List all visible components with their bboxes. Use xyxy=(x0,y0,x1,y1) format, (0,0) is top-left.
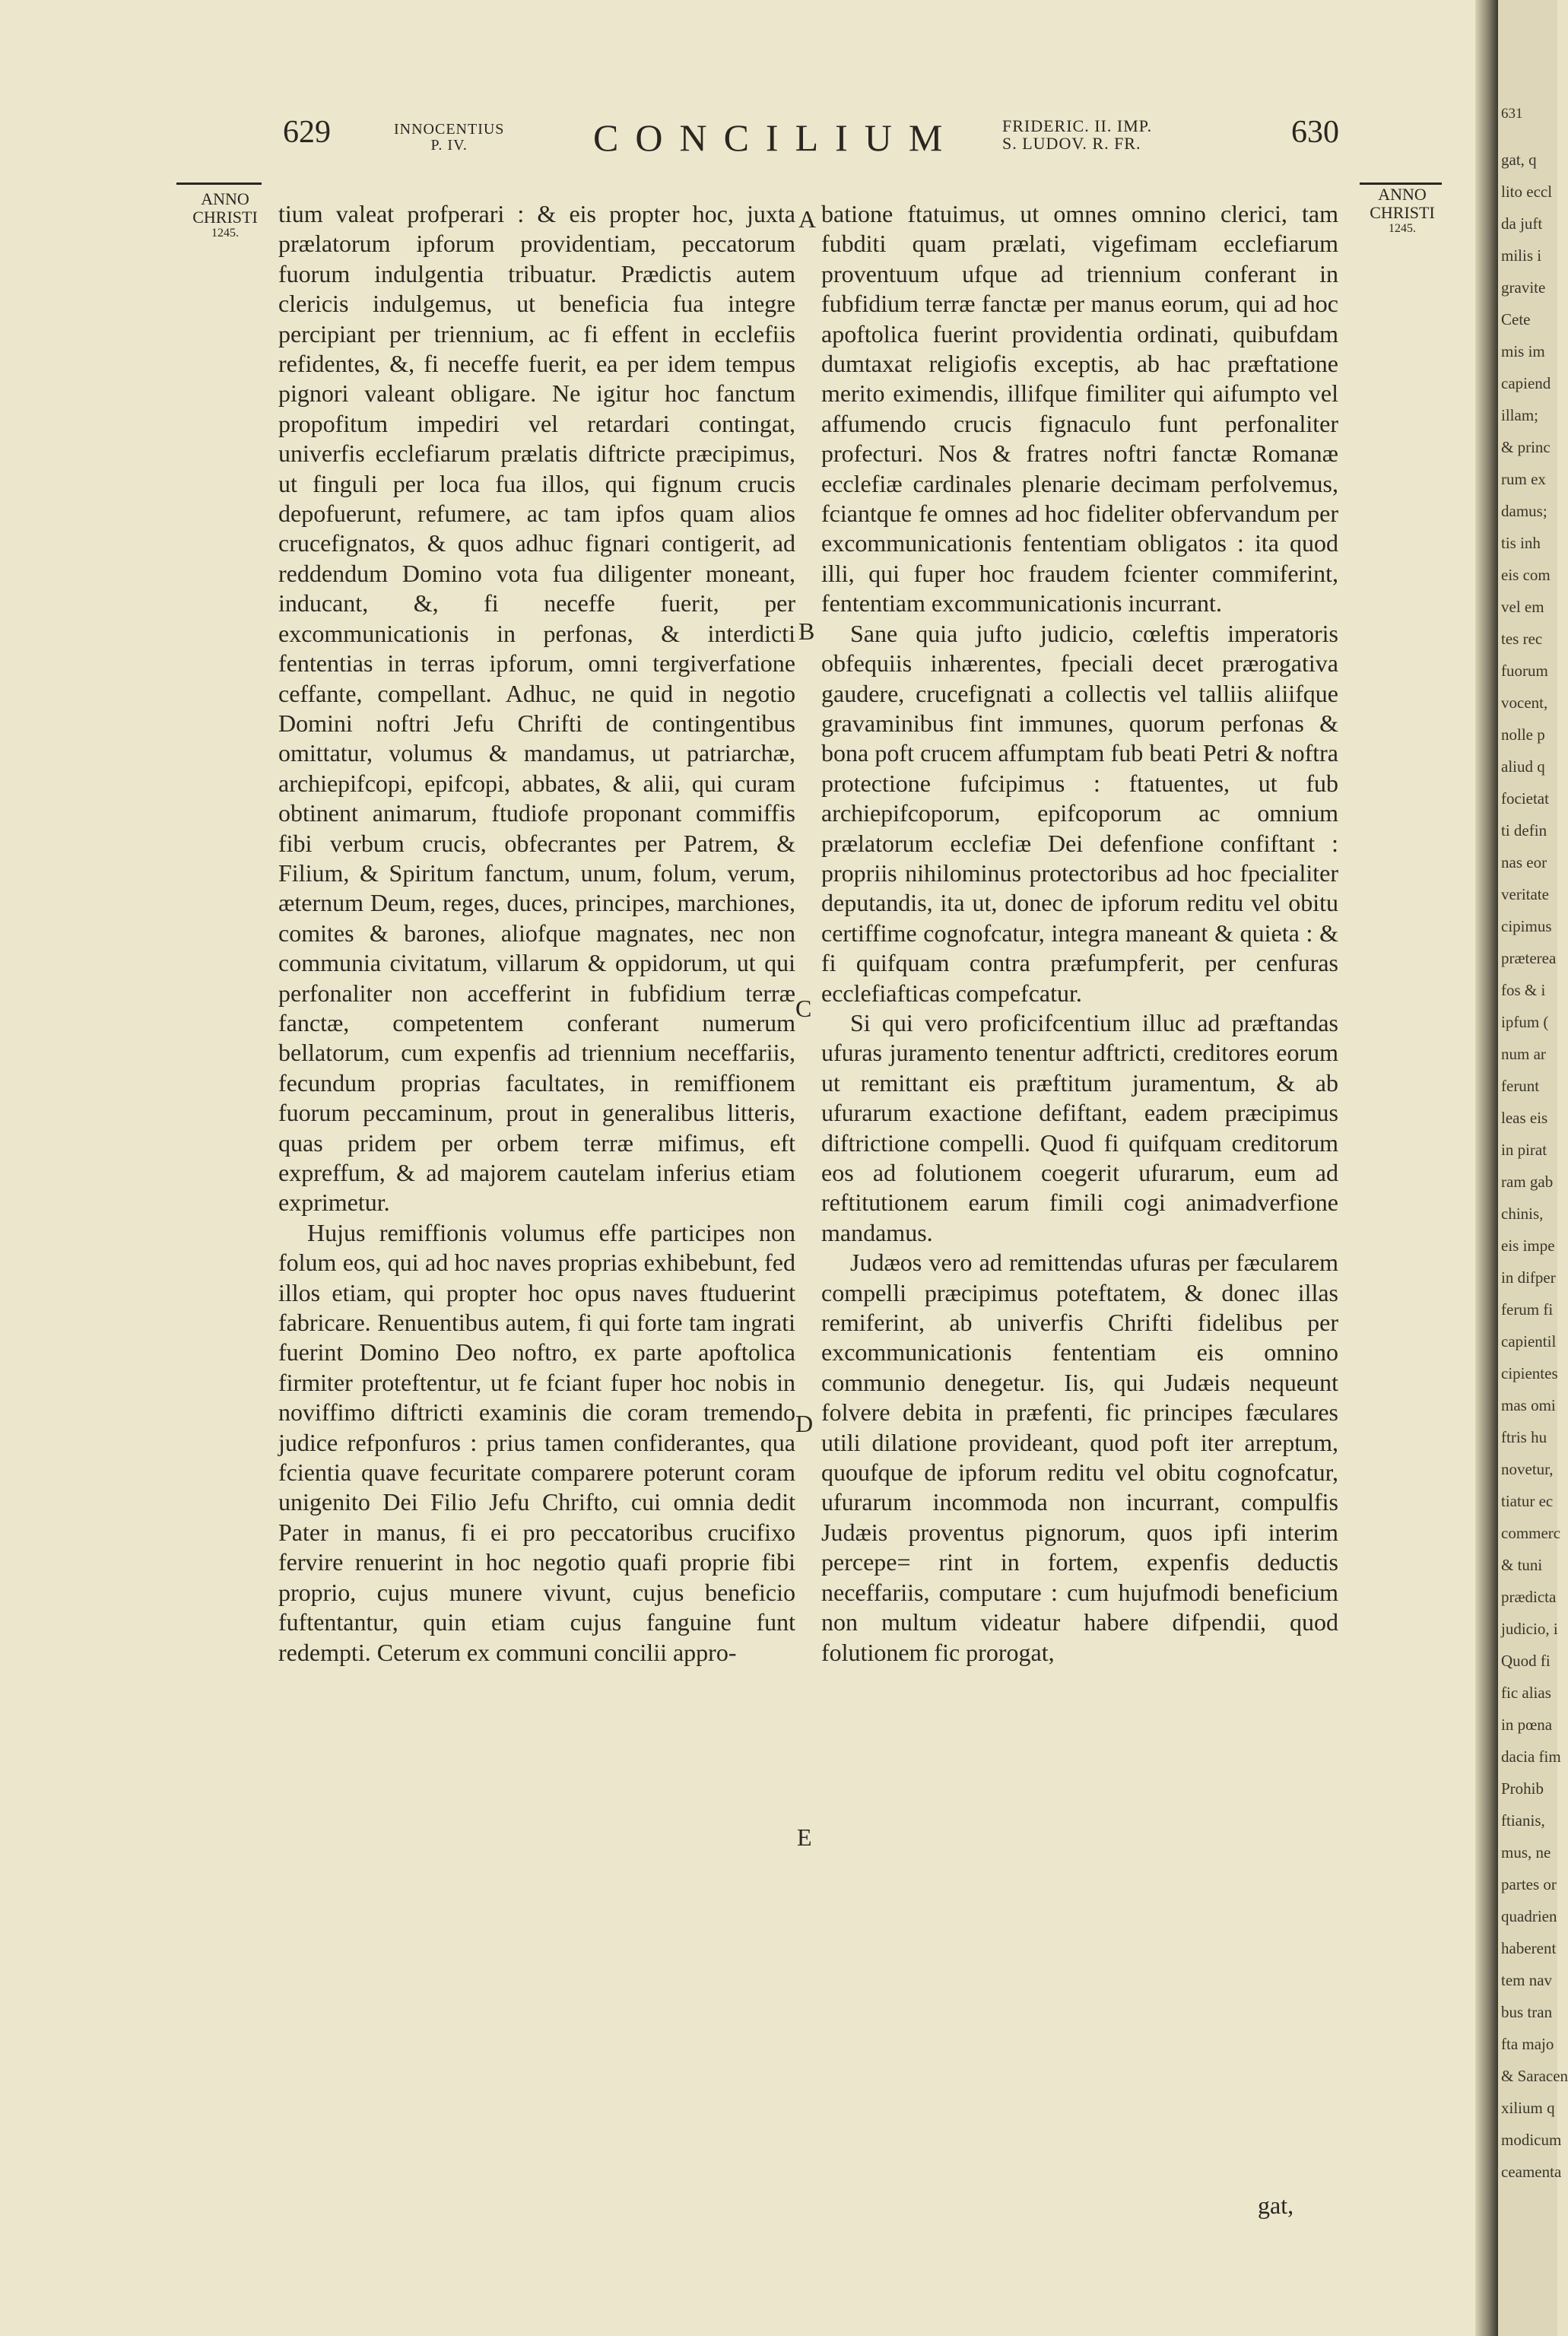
next-page-fragment: damus; xyxy=(1501,502,1547,520)
running-head-left xyxy=(394,122,504,154)
next-page-fragment: xilium q xyxy=(1501,2099,1555,2117)
next-page-fragment: tes rec xyxy=(1501,630,1543,648)
next-page-fragment: gravite xyxy=(1501,278,1546,297)
year-note-left-year: 1245. xyxy=(211,227,239,240)
next-page-fragment: ceamenta xyxy=(1501,2163,1562,2181)
next-page-fragment: ferunt xyxy=(1501,1077,1540,1095)
next-page-fragment: prædicta xyxy=(1501,1588,1557,1606)
right-paragraph-1: batione ftatuimus, ut omnes omnino clerici, tam fubditi quam prælati, vigefimam ecclefiarum proventuum ufque ad triennium conferant in fubfidium terræ fanctæ per manus eorum, qui ad hoc apoftolica fuerint providentia ordinati, quibufdam dumtaxat religiofis exceptis, ab hac præftatione merito eximendis, illifque fimiliter qui aifumpto vel affumendo crucis fignaculo funt perfonaliter profecturi. Nos & fratres noftri fanctæ Romanæ ecclefiæ cardinales plenarie decimam perfolvemus, fciantque fe omnes ad hoc fideliter obfervandum per excommunicationis fententiam obligatos : ita quod illi, qui fuper hoc fraudem fcienter commiferint, fententiam excommunicationis incurrant. xyxy=(821,200,1338,617)
left-paragraph-1: tium valeat profperari : & eis propter hoc, juxta prælatorum ipforum providentiam, peccatorum fuorum indulgentia tribuatur. Prædictis autem clericis indulgemus, ut beneficia fua integre percipiant per triennium, ac fi effent in ecclefiis refidentes, &, fi neceffe fuerit, ea per idem tempus pignori valeant obligare. Ne igitur hoc fanctum propofitum impediri vel retardari contingat, univerfis ecclefiarum prælatis diftricte præcipimus, ut finguli per loca fua illos, qui fignum crucis depofuerunt, refumere, ac tam ipfos quam alios crucefignatos, & quos adhuc fignari contigerit, ad reddendum Domino vota fua diligenter moneant, inducant, &, fi neceffe fuerit, per excommunicationis in perfonas, & interdicti fententias in terras ipforum, omni tergiverfatione ceffante, compellant. Adhuc, ne quid in negotio Domini noftri Jefu Chrifti de contingentibus omittatur, volumus & mandamus, ut patriarchæ, archiepifcopi, epifcopi, abbates, & alii, qui curam obtinent animarum, ftudiofe proponant commiffis fibi verbum crucis, obfecrantes per Patrem, & Filium, & Spiritum fanctum, unum, folum, verum, æternum Deum, reges, duces, principes, marchiones, comites & barones, aliofque magnates, nec non communia civitatum, villarum & oppidorum, ut qui perfonaliter non accefferint in fubfidium terræ fanctæ, competentem conferant numerum bellatorum, cum expenfis ad triennium neceffariis, fecundum proprias facultates, in remiffionem fuorum peccaminum, prout in generalibus litteris, quas pridem per orbem terræ mifimus, eft expreffum, & ad majorem cautelam inferius etiam exprimetur. xyxy=(278,200,795,1217)
next-page-fragment: rum ex xyxy=(1501,470,1546,488)
next-page-fragment: cipientes xyxy=(1501,1364,1558,1382)
left-column xyxy=(278,199,795,1668)
next-page-fragment: fos & i xyxy=(1501,981,1546,999)
next-page-edge xyxy=(1498,0,1568,2336)
page-number-left: 629 xyxy=(283,115,331,150)
next-page-fragment: fta majo xyxy=(1501,2035,1554,2053)
next-page-fragment: vel em xyxy=(1501,598,1544,616)
left-paragraph-2: Hujus remiffionis volumus effe participes non folum eos, qui ad hoc naves proprias exhibebunt, fed illos etiam, qui propter hoc opus naves ftuduerint fabricare. Renuentibus autem, fi qui forte tam ingrati fuerint Domino Deo noftro, ex parte apoftolica firmiter proteftentur, ut fe fciant fuper hoc nobis in noviffimo diftricti examinis die coram tremendo judice refponfuros : prius tamen confiderantes, qua fcientia quave fecuritate comparere poterunt coram unigenito Dei Filio Jefu Chrifto, cui omnia dedit Pater in manus, fi ei pro peccatoribus crucifixo fervire renuerint in hoc negotio quafi proprie fibi proprio, cujus munere vivunt, cujus beneficio fuftentantur, quin etiam cujus fanguine funt redempti. Ceterum ex communi concilii appro- xyxy=(278,1218,795,1666)
next-page-fragment: capiend xyxy=(1501,374,1551,392)
next-page-fragment: leas eis xyxy=(1501,1109,1548,1127)
next-page-fragment: nolle p xyxy=(1501,725,1545,744)
next-page-fragment: novetur, xyxy=(1501,1460,1554,1478)
right-paragraph-2: Sane quia jufto judicio, cœleftis imperatoris obfequiis inhærentes, fpeciali decet prærogativa gaudere, crucefignati a collectis vel talliis aliifque gravaminibus fint immunes, quorum perfonas & bona poft crucem affumptam fub beati Petri & noftra protectione fufcipimus : ftatuentes, ut fub archiepifcoporum, epifcoporum ac omnium prælatorum ecclefiæ Dei defenfione confiftant : propriis nihilominus protectoribus ad hoc fpecialiter deputandis, ita ut, donec de ipforum reditu vel obitu certiffime cognofcatur, integra maneant & quieta : & fi quifquam contra præfumpferit, per cenfuras ecclefiafticas compefcatur. xyxy=(821,619,1338,1007)
next-page-fragment: in pœna xyxy=(1501,1716,1553,1734)
next-page-fragment: lito eccl xyxy=(1501,182,1553,201)
next-page-fragment: partes or xyxy=(1501,1875,1557,1893)
book-gutter xyxy=(1475,0,1498,2336)
next-page-fragment: bus tran xyxy=(1501,2003,1553,2021)
next-page-fragment: chinis, xyxy=(1501,1204,1544,1223)
next-page-fragment: gat, q xyxy=(1501,151,1537,169)
next-page-fragment: in pirat xyxy=(1501,1141,1547,1159)
next-page-fragment: haberent xyxy=(1501,1939,1557,1957)
running-title: CONCILIUM xyxy=(593,116,960,159)
next-page-fragment: eis com xyxy=(1501,566,1551,584)
next-page-fragment: aliud q xyxy=(1501,757,1545,776)
next-page-fragment: mus, ne xyxy=(1501,1843,1551,1862)
next-page-fragment: Quod fi xyxy=(1501,1652,1551,1670)
next-page-fragment: nas eor xyxy=(1501,853,1547,871)
next-page-fragment: vocent, xyxy=(1501,694,1548,712)
next-page-fragment: Prohib xyxy=(1501,1779,1544,1798)
page-header xyxy=(0,0,1475,175)
next-page-fragment: cipimus xyxy=(1501,917,1552,935)
next-page-fragment: veritate xyxy=(1501,885,1549,903)
running-head-left-line-2: P. IV. xyxy=(430,137,468,154)
next-page-number: 631 xyxy=(1501,106,1523,122)
section-mark-a: A xyxy=(798,205,817,233)
running-head-left-line-1: INNOCENTIUS xyxy=(394,121,505,138)
next-page-fragment: illam; xyxy=(1501,406,1538,424)
next-page-fragment: tis inh xyxy=(1501,534,1541,552)
year-note-left-line-1: ANNO xyxy=(201,189,249,208)
next-page-fragment: da juft xyxy=(1501,214,1543,233)
next-page-fragment: ftris hu xyxy=(1501,1428,1547,1446)
next-page-fragment: ferum fi xyxy=(1501,1300,1554,1319)
next-page-fragment: & princ xyxy=(1501,438,1551,456)
next-page-fragment: judicio, i xyxy=(1501,1620,1558,1638)
year-note-right-year: 1245. xyxy=(1389,222,1416,236)
year-note-left-line-2: CHRISTI xyxy=(192,208,258,227)
next-page-fragment: commerc xyxy=(1501,1524,1561,1542)
page-number-right: 630 xyxy=(1291,115,1339,150)
year-note-right xyxy=(1357,186,1448,236)
right-column xyxy=(821,199,1338,1668)
next-page-fragment: milis i xyxy=(1501,246,1542,265)
right-paragraph-3: Si qui vero proficifcentium illuc ad præftandas ufuras juramento tenentur adftricti, creditores eorum ut remittant eis præftitum juramentum, & ab ufurarum exactione defiftant, eadem præcipimus diftrictione compelli. Quod fi quifquam creditorum eos ad folutionem coegerit ufurarum, eum ad reftitutionem earum fimili cogi animadverfione mandamus. xyxy=(821,1008,1338,1246)
section-mark-c: C xyxy=(795,995,812,1022)
next-page-fragment: ipfum ( xyxy=(1501,1013,1549,1031)
next-page-fragment: tem nav xyxy=(1501,1971,1553,1989)
next-page-fragment: modicum xyxy=(1501,2131,1562,2149)
running-head-right-line-1: FRIDERIC. II. IMP. xyxy=(1002,116,1153,135)
next-page-fragment: ti defin xyxy=(1501,821,1547,840)
section-mark-b: B xyxy=(798,617,815,645)
next-page-fragment: in difper xyxy=(1501,1268,1556,1287)
next-page-fragment: num ar xyxy=(1501,1045,1546,1063)
next-page-fragment: eis impe xyxy=(1501,1236,1555,1255)
next-page-fragment: focietat xyxy=(1501,789,1549,808)
next-page-fragment: & Saracen xyxy=(1501,2067,1568,2085)
next-page-fragment: mis im xyxy=(1501,342,1545,360)
next-page-fragment: & tuni xyxy=(1501,1556,1543,1574)
catchword: gat, xyxy=(1258,2192,1294,2219)
next-page-fragment: præterea xyxy=(1501,949,1557,967)
margin-rule-left xyxy=(176,182,262,185)
section-mark-d: D xyxy=(795,1410,814,1437)
next-page-fragment: ram gab xyxy=(1501,1173,1554,1191)
year-note-left xyxy=(179,190,271,240)
next-page-fragment: ftianis, xyxy=(1501,1811,1545,1830)
next-page-fragment: dacia fim xyxy=(1501,1747,1561,1766)
next-page-fragment: tiatur ec xyxy=(1501,1492,1554,1510)
year-note-right-line-1: ANNO xyxy=(1378,185,1427,204)
running-head-right xyxy=(1002,117,1152,152)
next-page-fragment: Cete xyxy=(1501,310,1531,328)
section-mark-e: E xyxy=(797,1823,812,1851)
next-page-fragment: capientil xyxy=(1501,1332,1557,1350)
next-page-fragment: fuorum xyxy=(1501,662,1548,680)
running-head-right-line-2: S. LUDOV. R. FR. xyxy=(1002,134,1141,154)
year-note-right-line-2: CHRISTI xyxy=(1370,203,1435,223)
right-paragraph-4: Judæos vero ad remittendas ufuras per fæcularem compelli præcipimus poteftatem, & donec illas remiferint, ab univerfis Chrifti fidelibus per excommunicationis fententiam eis omnino communio denegetur. Iis, qui Judæis nequeunt folvere debita in præfenti, fic principes fæculares utili dilatione provideant, quod poft iter arreptum, quoufque de ipforum reditu vel obitu cognofcatur, ufurarum incommoda non incurrant, compulfis Judæis proventus pignorum, quos ipfi interim percepe= rint in fortem, expenfis deductis neceffariis, computare : cum hujufmodi beneficium non multum videatur habere difpendii, quod folutionem fic prorogat, xyxy=(821,1249,1338,1666)
next-page-fragment: quadrien xyxy=(1501,1907,1557,1925)
next-page-fragment: fic alias xyxy=(1501,1684,1551,1702)
next-page-fragment: mas omi xyxy=(1501,1396,1556,1414)
